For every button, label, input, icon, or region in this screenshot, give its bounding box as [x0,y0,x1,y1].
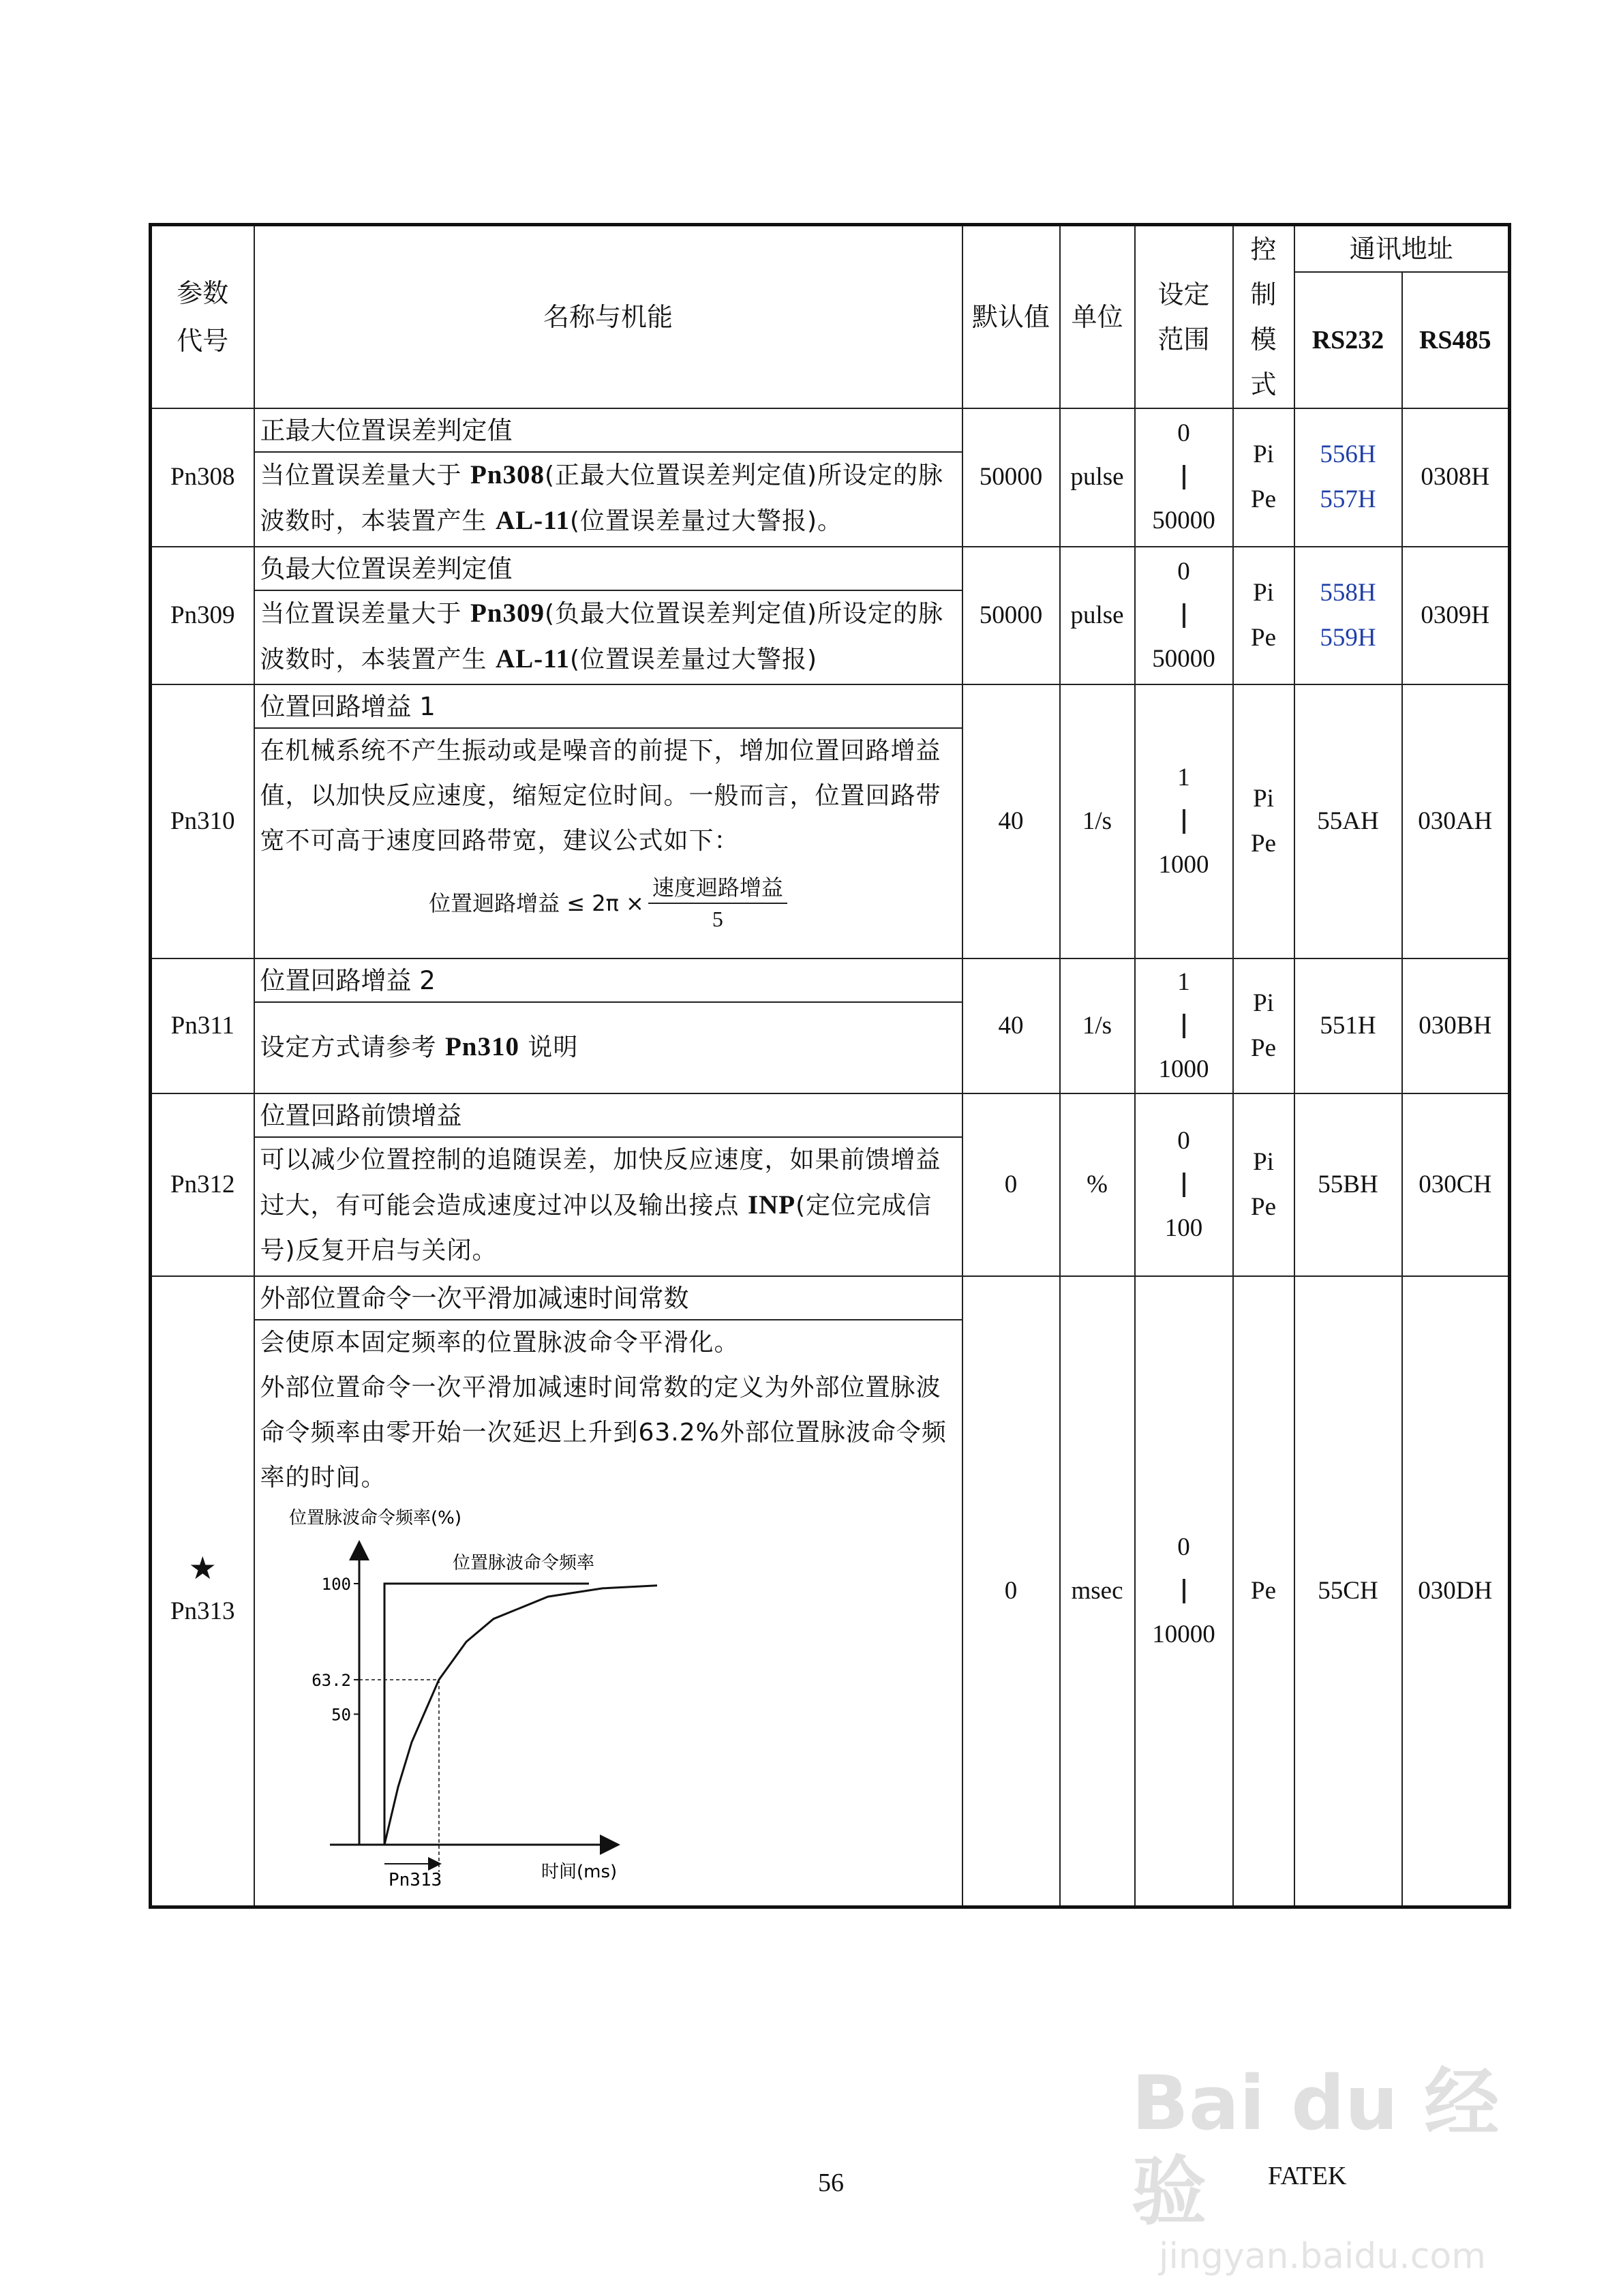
param-description: 可以减少位置控制的追随误差，加快反应速度，如果前馈增益过大，有可能会造成速度过冲以及输出接点 INP(定位完成信号)反复开启与关闭。 [260,1145,941,1265]
watermark-logo: Bai du 经验 [1132,2059,1500,2235]
param-description: 当位置误差量大于 Pn308(正最大位置误差判定值)所设定的脉波数时，本装置产生 AL-11(位置误差量过大警报)。 [260,459,944,535]
param-rs485-address: 030DH [1402,1276,1510,1907]
table-row [151,408,1510,547]
param-default: 40 [962,958,1060,1093]
param-control-mode: Pi Pe [1233,408,1294,547]
param-code: Pn311 [151,958,254,1093]
param-range: 1 1000 [1135,684,1233,958]
param-control-mode: Pi Pe [1233,958,1294,1093]
param-description: 当位置误差量大于 Pn309(负最大位置误差判定值)所设定的脉波数时，本装置产生 AL-11(位置误差量过大警报) [260,598,944,674]
table-row [151,547,1510,684]
table-row [151,958,1510,1093]
param-range: 0 50000 [1135,408,1233,547]
param-rs232-address: 55CH [1294,1276,1402,1907]
param-title: 位置回路增益 1 [255,685,962,729]
param-title: 正最大位置误差判定值 [255,409,962,453]
param-rs485-address: 030CH [1402,1093,1510,1276]
time-constant-label: Pn313 [388,1869,442,1889]
header-name-function: 名称与机能 [254,225,962,408]
table-row [151,1093,1510,1276]
y-tick-label: 63.2 [311,1670,351,1690]
param-unit: % [1060,1093,1135,1276]
parameter-table [149,223,1511,1909]
param-rs485-address: 0308H [1402,408,1510,547]
param-control-mode: Pi Pe [1233,1093,1294,1276]
param-unit: pulse [1060,408,1135,547]
param-default: 50000 [962,408,1060,547]
param-range: 0 10000 [1135,1276,1233,1907]
param-default: 40 [962,684,1060,958]
param-control-mode: Pi Pe [1233,547,1294,684]
chart-title: 位置脉波命令频率 [452,1552,594,1573]
param-rs485-address: 0309H [1402,547,1510,684]
header-comm-address: 通讯地址 [1294,225,1510,272]
param-range: 0 100 [1135,1093,1233,1276]
param-title: 外部位置命令一次平滑加减速时间常数 [255,1277,962,1320]
param-description: 在机械系统不产生振动或是噪音的前提下，增加位置回路增益值，以加快反应速度，缩短定位时间。一般而言，位置回路带宽不可高于速度回路带宽，建议公式如下： [260,736,941,855]
param-rs232-address: 556H 557H [1294,408,1402,547]
param-default: 0 [962,1093,1060,1276]
param-name-cell [254,547,962,684]
response-curve [384,1585,657,1844]
param-unit: 1/s [1060,958,1135,1093]
param-control-mode: Pe [1233,1276,1294,1907]
param-unit: pulse [1060,547,1135,684]
header-unit: 单位 [1060,225,1135,408]
header-param-no: 参数 代号 [151,225,254,408]
param-rs232-address: 551H [1294,958,1402,1093]
param-rs485-address: 030AH [1402,684,1510,958]
param-name-cell [254,1093,962,1276]
param-rs485-address: 030BH [1402,958,1510,1093]
baidu-watermark [1132,2059,1541,2277]
table-row [151,1276,1510,1907]
param-title: 位置回路前馈增益 [255,1094,962,1138]
header-default: 默认值 [962,225,1060,408]
param-range: 0 50000 [1135,547,1233,684]
param-default: 50000 [962,547,1060,684]
gain-formula: 位置迴路增益 ≤ 2π × $\frac{\text{速度迴路增益}}{5}$ [255,869,962,937]
param-description: 会使原本固定频率的位置脉波命令平滑化。 外部位置命令一次平滑加减速时间常数的定义为外部位置脉波命令频率由零开始一次延迟上升到63.2%外部位置脉波命令频率的时间。 [260,1328,947,1492]
param-code: Pn309 [151,547,254,684]
param-unit: msec [1060,1276,1135,1907]
param-title: 负最大位置误差判定值 [255,547,962,591]
param-description: 设定方式请参考 Pn310 说明 [260,1031,579,1061]
watermark-url: jingyan.baidu.com [1159,2236,1486,2277]
param-name-cell [254,958,962,1093]
param-code: Pn312 [151,1093,254,1276]
table-row [151,684,1510,958]
param-name-cell [254,1276,962,1907]
param-rs232-address: 55BH [1294,1093,1402,1276]
param-rs232-address: 55AH [1294,684,1402,958]
param-name-cell [254,684,962,958]
star-icon: ★ [188,1550,217,1586]
header-range: 设定 范围 [1135,225,1233,408]
header-control-mode: 控 制 模 式 [1233,225,1294,408]
param-rs232-address: 558H 559H [1294,547,1402,684]
header-rs232: RS232 [1294,272,1402,408]
command-step-line [384,1584,589,1845]
param-code: ★ Pn313 [151,1276,254,1907]
page-number: 56 [818,2169,844,2197]
smoothing-chart [282,1507,664,1889]
param-unit: 1/s [1060,684,1135,958]
y-axis-label: 位置脉波命令频率(%) [288,1507,461,1528]
param-code: Pn310 [151,684,254,958]
y-tick-label: 50 [331,1705,351,1724]
param-default: 0 [962,1276,1060,1907]
x-axis-label: 时间(ms) [541,1861,617,1882]
header-rs485: RS485 [1402,272,1510,408]
param-code: Pn308 [151,408,254,547]
param-range: 1 1000 [1135,958,1233,1093]
brand-footer: FATEK [1268,2162,1347,2190]
y-tick-label: 100 [321,1574,351,1594]
param-name-cell [254,408,962,547]
param-control-mode: Pi Pe [1233,684,1294,958]
param-title: 位置回路增益 2 [255,959,962,1003]
